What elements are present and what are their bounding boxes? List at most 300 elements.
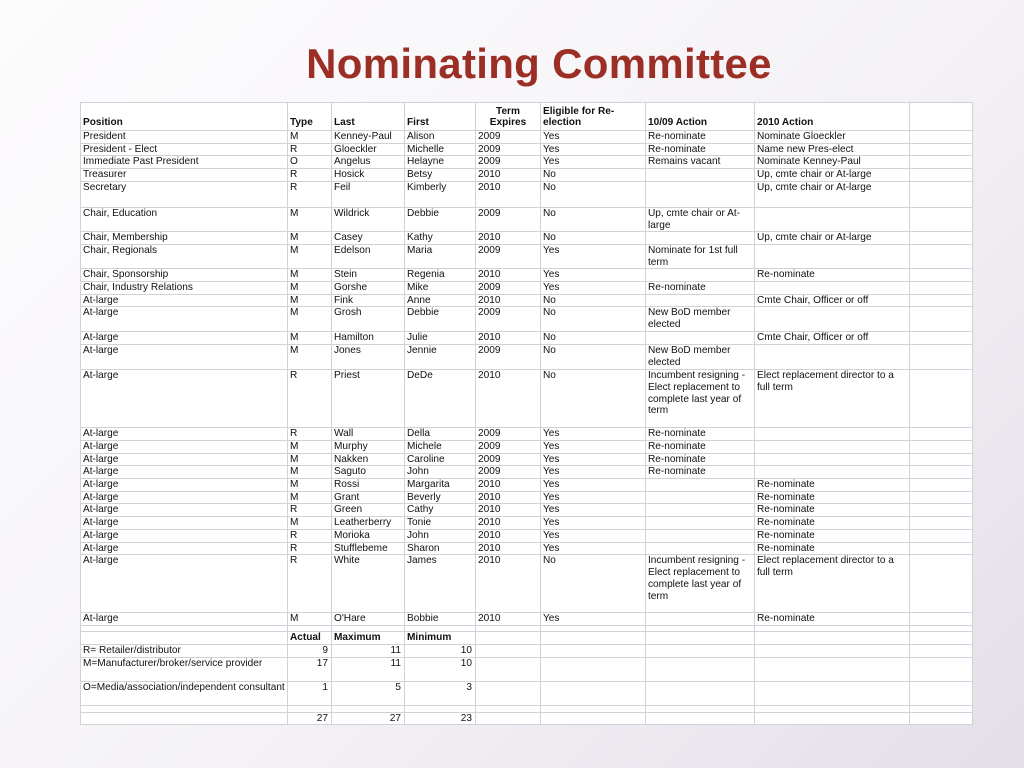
cell-last: Grant (332, 491, 405, 504)
cell-first: James (405, 555, 476, 613)
cell-first: Mike (405, 282, 476, 295)
cell-action-2010: Elect replacement director to a full term (755, 370, 910, 428)
cell-first: Alison (405, 131, 476, 144)
cell-type: R (288, 530, 332, 543)
cell-first: Kathy (405, 232, 476, 245)
cell-type: M (288, 478, 332, 491)
cell-action-2010: Up, cmte chair or At-large (755, 169, 910, 182)
cell-action-2010: Nominate Kenney-Paul (755, 156, 910, 169)
table-row (81, 143, 973, 156)
cell-type: R (288, 169, 332, 182)
header-type: Type (288, 103, 332, 131)
cell-blank (910, 269, 973, 282)
cell-last: O'Hare (332, 613, 405, 626)
cell-action-1009: Re-nominate (646, 282, 755, 295)
cell-first: Michele (405, 440, 476, 453)
cell-type: M (288, 332, 332, 345)
cell-eligible: No (541, 555, 646, 613)
total-maximum: 27 (332, 712, 405, 725)
cell-position: Chair, Industry Relations (81, 282, 288, 295)
cell-position: President - Elect (81, 143, 288, 156)
cell-position: At-large (81, 453, 288, 466)
cell-type: M (288, 244, 332, 268)
cell-type: R (288, 181, 332, 207)
cell-blank (910, 181, 973, 207)
cell-eligible: Yes (541, 542, 646, 555)
cell-blank (910, 169, 973, 182)
cell-action-2010: Cmte Chair, Officer or off (755, 294, 910, 307)
cell-action-1009: Re-nominate (646, 428, 755, 441)
cell-first: John (405, 530, 476, 543)
cell-blank (910, 428, 973, 441)
cell-type: M (288, 440, 332, 453)
cell-action-1009 (646, 517, 755, 530)
cell-blank (910, 440, 973, 453)
cell-type: M (288, 232, 332, 245)
header-first: First (405, 103, 476, 131)
cell-action-1009: Re-nominate (646, 453, 755, 466)
cell-eligible: No (541, 332, 646, 345)
cell-term-expires: 2010 (476, 491, 541, 504)
cell-action-1009 (646, 181, 755, 207)
cell-blank (910, 478, 973, 491)
table-row (81, 440, 973, 453)
cell-last: Wall (332, 428, 405, 441)
cell-last: Leatherberry (332, 517, 405, 530)
cell-action-1009 (646, 232, 755, 245)
cell-last: Nakken (332, 453, 405, 466)
summary-label: R= Retailer/distributor (81, 644, 288, 657)
cell-action-1009: Up, cmte chair or At-large (646, 207, 755, 231)
cell-blank (910, 307, 973, 332)
table-row (81, 428, 973, 441)
cell-type: M (288, 453, 332, 466)
cell-position: At-large (81, 613, 288, 626)
cell-action-1009 (646, 269, 755, 282)
cell-eligible: No (541, 232, 646, 245)
cell-first: Sharon (405, 542, 476, 555)
cell-position: At-large (81, 332, 288, 345)
table-row (81, 269, 973, 282)
cell-blank (910, 244, 973, 268)
table-row (81, 491, 973, 504)
cell-term-expires: 2010 (476, 530, 541, 543)
table-row (81, 542, 973, 555)
cell-last: Hosick (332, 169, 405, 182)
cell-action-1009 (646, 542, 755, 555)
cell-blank (476, 657, 541, 681)
cell-blank (541, 681, 646, 705)
cell-blank (910, 657, 973, 681)
cell-action-2010: Re-nominate (755, 478, 910, 491)
cell-term-expires: 2010 (476, 169, 541, 182)
cell-term-expires: 2010 (476, 517, 541, 530)
cell-position: Immediate Past President (81, 156, 288, 169)
cell-action-1009: Remains vacant (646, 156, 755, 169)
cell-action-2010 (755, 282, 910, 295)
summary-row (81, 657, 973, 681)
cell-type: M (288, 491, 332, 504)
cell-action-1009: New BoD member elected (646, 307, 755, 332)
cell-last: White (332, 555, 405, 613)
cell-position: Chair, Sponsorship (81, 269, 288, 282)
cell-action-2010: Re-nominate (755, 517, 910, 530)
table-row (81, 307, 973, 332)
cell-first: Anne (405, 294, 476, 307)
summary-actual: 9 (288, 644, 332, 657)
cell-action-2010: Elect replacement director to a full term (755, 555, 910, 613)
cell-position: Chair, Education (81, 207, 288, 231)
cell-last: Stein (332, 269, 405, 282)
cell-blank (910, 530, 973, 543)
cell-last: Jones (332, 345, 405, 370)
cell-first: Della (405, 428, 476, 441)
cell-action-1009: New BoD member elected (646, 345, 755, 370)
cell-position: At-large (81, 542, 288, 555)
cell-first: Debbie (405, 307, 476, 332)
cell-last: Rossi (332, 478, 405, 491)
cell-action-2010: Re-nominate (755, 542, 910, 555)
cell-action-2010: Up, cmte chair or At-large (755, 181, 910, 207)
cell-term-expires: 2010 (476, 504, 541, 517)
cell-action-2010: Re-nominate (755, 491, 910, 504)
cell-eligible: Yes (541, 478, 646, 491)
cell-blank (910, 613, 973, 626)
cell-last: Kenney-Paul (332, 131, 405, 144)
summary-header-row (81, 632, 973, 645)
cell-action-2010: Re-nominate (755, 504, 910, 517)
cell-blank (646, 681, 755, 705)
cell-action-2010 (755, 307, 910, 332)
cell-type: M (288, 517, 332, 530)
cell-blank (910, 131, 973, 144)
cell-eligible: Yes (541, 269, 646, 282)
total-minimum: 23 (405, 712, 476, 725)
cell-action-1009 (646, 613, 755, 626)
cell-blank (910, 504, 973, 517)
cell-type: M (288, 345, 332, 370)
cell-last: Hamilton (332, 332, 405, 345)
cell-eligible: Yes (541, 491, 646, 504)
total-actual: 27 (288, 712, 332, 725)
cell-action-2010: Re-nominate (755, 530, 910, 543)
table-row (81, 453, 973, 466)
cell-action-2010 (755, 440, 910, 453)
cell-term-expires: 2010 (476, 370, 541, 428)
table-row (81, 530, 973, 543)
cell-action-1009 (646, 530, 755, 543)
cell-first: Caroline (405, 453, 476, 466)
cell-position: At-large (81, 466, 288, 479)
member-rows (81, 131, 973, 626)
cell-eligible: Yes (541, 156, 646, 169)
cell-blank (910, 453, 973, 466)
summary-minimum: 3 (405, 681, 476, 705)
cell-blank (541, 657, 646, 681)
table-row (81, 517, 973, 530)
cell-type: M (288, 282, 332, 295)
cell-term-expires: 2009 (476, 282, 541, 295)
summary-maximum: 11 (332, 657, 405, 681)
cell-term-expires: 2009 (476, 131, 541, 144)
cell-position: At-large (81, 370, 288, 428)
cell-term-expires: 2010 (476, 478, 541, 491)
cell-eligible: No (541, 181, 646, 207)
cell-blank (910, 681, 973, 705)
cell-first: Margarita (405, 478, 476, 491)
cell-position: At-large (81, 307, 288, 332)
cell-blank (910, 466, 973, 479)
cell-action-1009: Nominate for 1st full term (646, 244, 755, 268)
cell-blank (910, 370, 973, 428)
cell-action-2010 (755, 453, 910, 466)
cell-blank (910, 542, 973, 555)
cell-term-expires: 2009 (476, 466, 541, 479)
cell-term-expires: 2009 (476, 428, 541, 441)
cell-last: Priest (332, 370, 405, 428)
cell-position: Secretary (81, 181, 288, 207)
cell-last: Edelson (332, 244, 405, 268)
cell-position: At-large (81, 294, 288, 307)
cell-first: Tonie (405, 517, 476, 530)
cell-action-2010: Re-nominate (755, 613, 910, 626)
table-row (81, 169, 973, 182)
cell-eligible: No (541, 370, 646, 428)
summary-actual: 1 (288, 681, 332, 705)
cell-action-2010: Cmte Chair, Officer or off (755, 332, 910, 345)
cell-last: Angelus (332, 156, 405, 169)
cell-first: Maria (405, 244, 476, 268)
cell-term-expires: 2009 (476, 440, 541, 453)
cell-eligible: Yes (541, 530, 646, 543)
cell-action-1009: Re-nominate (646, 440, 755, 453)
table-row (81, 181, 973, 207)
cell-blank (910, 143, 973, 156)
cell-last: Fink (332, 294, 405, 307)
cell-action-2010: Up, cmte chair or At-large (755, 232, 910, 245)
summary-section (81, 626, 973, 645)
summary-header-actual: Actual (288, 632, 332, 645)
cell-last: Gorshe (332, 282, 405, 295)
cell-first: Bobbie (405, 613, 476, 626)
cell-action-1009 (646, 169, 755, 182)
cell-position: Chair, Membership (81, 232, 288, 245)
cell-blank (910, 517, 973, 530)
summary-minimum: 10 (405, 644, 476, 657)
cell-eligible: Yes (541, 244, 646, 268)
cell-blank (910, 345, 973, 370)
cell-action-1009: Re-nominate (646, 143, 755, 156)
table-row (81, 332, 973, 345)
summary-header-maximum: Maximum (332, 632, 405, 645)
cell-first: Cathy (405, 504, 476, 517)
table-header-row (81, 103, 973, 131)
table-row (81, 478, 973, 491)
cell-term-expires: 2010 (476, 555, 541, 613)
summary-header-minimum: Minimum (405, 632, 476, 645)
cell-blank (910, 294, 973, 307)
cell-eligible: Yes (541, 517, 646, 530)
cell-eligible: Yes (541, 453, 646, 466)
cell-type: M (288, 131, 332, 144)
cell-type: M (288, 207, 332, 231)
table-row (81, 345, 973, 370)
cell-last: Morioka (332, 530, 405, 543)
cell-position: At-large (81, 440, 288, 453)
cell-type: M (288, 613, 332, 626)
cell-action-1009 (646, 332, 755, 345)
cell-action-1009 (646, 504, 755, 517)
cell-type: M (288, 466, 332, 479)
cell-type: M (288, 294, 332, 307)
table-row (81, 466, 973, 479)
cell-action-1009: Incumbent resigning - Elect replacement to complete last year of term (646, 370, 755, 428)
cell-first: Helayne (405, 156, 476, 169)
cell-first: Julie (405, 332, 476, 345)
cell-last: Feil (332, 181, 405, 207)
cell-position: At-large (81, 491, 288, 504)
table-row (81, 613, 973, 626)
totals-row (81, 712, 973, 725)
cell-eligible: No (541, 345, 646, 370)
cell-eligible: Yes (541, 143, 646, 156)
cell-type: R (288, 504, 332, 517)
cell-term-expires: 2010 (476, 613, 541, 626)
cell-term-expires: 2009 (476, 207, 541, 231)
table-row (81, 232, 973, 245)
cell-first: DeDe (405, 370, 476, 428)
cell-term-expires: 2009 (476, 143, 541, 156)
cell-term-expires: 2010 (476, 332, 541, 345)
header-term-expires: Term Expires (476, 103, 541, 131)
cell-first: Debbie (405, 207, 476, 231)
cell-term-expires: 2010 (476, 542, 541, 555)
cell-type: M (288, 269, 332, 282)
cell-last: Gloeckler (332, 143, 405, 156)
cell-first: Jennie (405, 345, 476, 370)
summary-label: O=Media/association/independent consultant (81, 681, 288, 705)
cell-action-2010 (755, 466, 910, 479)
cell-action-1009 (646, 478, 755, 491)
cell-type: R (288, 555, 332, 613)
cell-term-expires: 2009 (476, 244, 541, 268)
cell-position: At-large (81, 478, 288, 491)
cell-action-1009 (646, 491, 755, 504)
table-row (81, 370, 973, 428)
cell-eligible: Yes (541, 613, 646, 626)
cell-term-expires: 2010 (476, 294, 541, 307)
cell-eligible: No (541, 207, 646, 231)
cell-type: R (288, 370, 332, 428)
table-row (81, 282, 973, 295)
cell-type: R (288, 143, 332, 156)
summary-rows (81, 644, 973, 705)
cell-position: At-large (81, 517, 288, 530)
cell-eligible: No (541, 169, 646, 182)
cell-action-1009: Re-nominate (646, 131, 755, 144)
cell-blank (476, 681, 541, 705)
cell-blank (910, 156, 973, 169)
spacer-row (81, 705, 973, 712)
cell-last: Murphy (332, 440, 405, 453)
cell-last: Stufflebeme (332, 542, 405, 555)
cell-action-2010 (755, 428, 910, 441)
cell-term-expires: 2010 (476, 181, 541, 207)
cell-first: Michelle (405, 143, 476, 156)
cell-action-2010 (755, 345, 910, 370)
cell-blank (910, 491, 973, 504)
cell-blank (755, 657, 910, 681)
cell-first: Regenia (405, 269, 476, 282)
cell-type: M (288, 307, 332, 332)
cell-blank (646, 644, 755, 657)
cell-position: At-large (81, 530, 288, 543)
cell-eligible: Yes (541, 131, 646, 144)
cell-type: R (288, 428, 332, 441)
cell-action-1009 (646, 294, 755, 307)
cell-position: At-large (81, 555, 288, 613)
cell-eligible: Yes (541, 428, 646, 441)
cell-term-expires: 2010 (476, 232, 541, 245)
cell-action-1009: Incumbent resigning - Elect replacement to complete last year of term (646, 555, 755, 613)
cell-blank (755, 644, 910, 657)
cell-blank (476, 644, 541, 657)
cell-eligible: Yes (541, 440, 646, 453)
table-row (81, 244, 973, 268)
cell-position: At-large (81, 504, 288, 517)
summary-actual: 17 (288, 657, 332, 681)
summary-label: M=Manufacturer/broker/service provider (81, 657, 288, 681)
cell-first: Kimberly (405, 181, 476, 207)
cell-blank (910, 282, 973, 295)
cell-action-2010 (755, 244, 910, 268)
cell-blank (910, 555, 973, 613)
table-row (81, 207, 973, 231)
cell-blank (755, 681, 910, 705)
cell-type: O (288, 156, 332, 169)
cell-last: Saguto (332, 466, 405, 479)
summary-row (81, 644, 973, 657)
cell-blank (541, 644, 646, 657)
cell-blank (646, 657, 755, 681)
cell-first: Betsy (405, 169, 476, 182)
header-last: Last (332, 103, 405, 131)
header-position: Position (81, 103, 288, 131)
totals-section (81, 705, 973, 725)
cell-last: Wildrick (332, 207, 405, 231)
cell-position: Chair, Regionals (81, 244, 288, 268)
cell-blank (910, 332, 973, 345)
table-row (81, 294, 973, 307)
cell-position: Treasurer (81, 169, 288, 182)
cell-term-expires: 2010 (476, 269, 541, 282)
table-row (81, 156, 973, 169)
cell-action-2010 (755, 207, 910, 231)
cell-position: At-large (81, 345, 288, 370)
cell-first: Beverly (405, 491, 476, 504)
header-action-2010: 2010 Action (755, 103, 910, 131)
summary-row (81, 681, 973, 705)
cell-position: At-large (81, 428, 288, 441)
summary-maximum: 5 (332, 681, 405, 705)
cell-term-expires: 2009 (476, 453, 541, 466)
cell-term-expires: 2009 (476, 307, 541, 332)
summary-maximum: 11 (332, 644, 405, 657)
header-eligible: Eligible for Re-election (541, 103, 646, 131)
cell-eligible: Yes (541, 282, 646, 295)
nominating-committee-table (80, 102, 973, 725)
summary-minimum: 10 (405, 657, 476, 681)
